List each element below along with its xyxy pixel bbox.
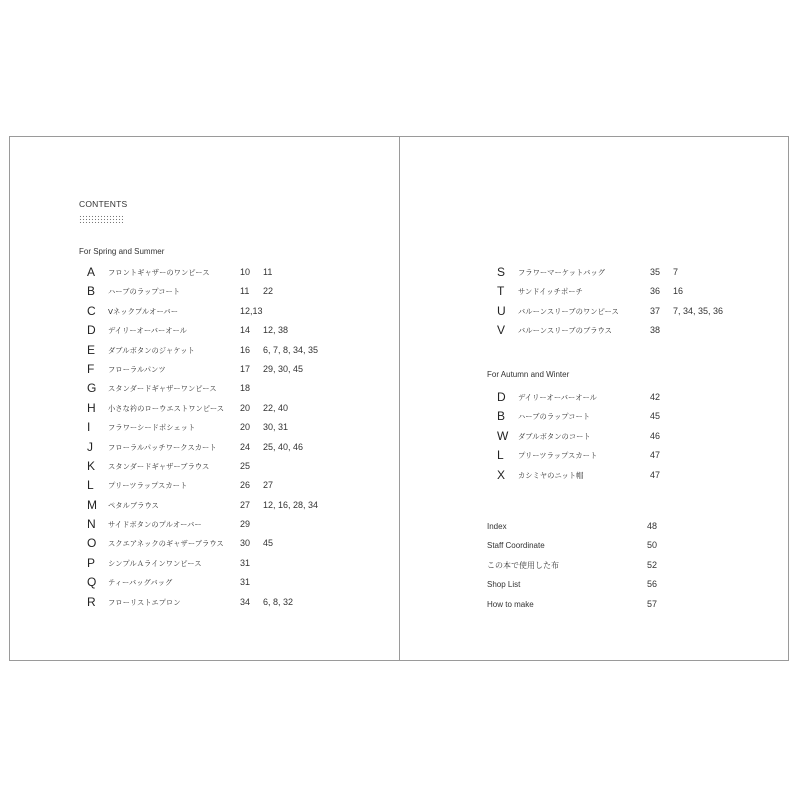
item-name: フラワーシードポシェット (108, 423, 196, 433)
other-item-label: Staff Coordinate (487, 541, 545, 551)
item-letter: F (87, 361, 95, 376)
other-item-page: 56 (647, 579, 658, 590)
item-page: 46 (650, 430, 661, 441)
item-name: ハーブのラップコート (108, 287, 181, 297)
item-letter: V (497, 323, 506, 338)
item-letter: R (87, 594, 96, 609)
item-name: フロントギャザーのワンピース (108, 268, 210, 277)
section-heading-spring-summer: For Spring and Summer (79, 247, 165, 256)
item-page: 10 (240, 267, 251, 277)
section-heading-autumn-winter: For Autumn and Winter (487, 370, 570, 379)
item-page: 26 (240, 480, 251, 491)
item-name: スクエアネックのギャザーブラウス (108, 539, 224, 549)
item-page: 25 (240, 460, 251, 471)
item-letter: G (87, 381, 97, 396)
item-name: プリーツラップスカート (518, 451, 598, 461)
item-name: サイドボタンのプルオーバー (108, 520, 202, 530)
other-item-label: How to make (487, 599, 534, 609)
item-letter: D (87, 323, 96, 338)
item-letter: E (87, 342, 96, 357)
other-item-page: 48 (647, 521, 658, 531)
item-name: フローラルパンツ (108, 364, 166, 374)
title-dotted-underline (79, 215, 123, 223)
item-refs: 30, 31 (263, 422, 289, 433)
item-name: デイリーオーバーオール (108, 326, 187, 336)
item-page: 18 (240, 383, 251, 394)
item-page: 12,13 (240, 305, 263, 316)
item-page: 14 (240, 325, 251, 336)
item-letter: W (497, 428, 509, 443)
item-page: 38 (650, 325, 661, 336)
item-letter: X (497, 467, 506, 482)
item-page: 47 (650, 469, 661, 480)
contents-title: CONTENTS (79, 199, 128, 209)
item-page: 11 (240, 286, 250, 297)
other-item-label: この本で使用した布 (487, 560, 559, 570)
item-letter: H (87, 400, 96, 415)
item-name: Vネックプルオーバー (108, 306, 179, 316)
item-name: バルーンスリーブのブラウス (518, 326, 612, 336)
item-name: バルーンスリーブのワンピース (518, 306, 619, 316)
item-refs: 6, 8, 32 (263, 596, 294, 607)
item-letter: K (87, 458, 96, 473)
other-item-label: Shop List (487, 580, 521, 590)
item-letter: M (87, 497, 97, 512)
item-letter: D (497, 390, 506, 404)
item-refs: 25, 40, 46 (263, 441, 304, 452)
item-page: 16 (240, 344, 251, 355)
item-letter: A (87, 265, 96, 279)
item-page: 17 (240, 363, 251, 374)
item-letter: T (497, 284, 505, 299)
item-refs: 6, 7, 8, 34, 35 (263, 344, 319, 355)
other-item-page: 57 (647, 598, 658, 609)
item-page: 42 (650, 392, 661, 402)
item-name: ダブルボタンのコート (518, 431, 591, 441)
item-refs: 7, 34, 35, 36 (673, 305, 724, 316)
item-page: 47 (650, 450, 661, 461)
item-name: ペタルブラウス (108, 500, 159, 510)
item-refs: 45 (263, 538, 274, 549)
item-refs: 22, 40 (263, 402, 289, 413)
item-letter: L (497, 448, 504, 463)
item-name: カシミヤのニット帽 (518, 470, 584, 480)
item-name: スタンダードギャザーブラウス (108, 461, 210, 471)
item-name: 小さな衿のローウエストワンピース (108, 403, 225, 413)
item-refs: 12, 16, 28, 34 (263, 499, 319, 510)
item-page: 35 (650, 267, 661, 277)
item-name: シンプルＡラインワンピース (108, 558, 202, 568)
item-page: 20 (240, 402, 251, 413)
item-page: 34 (240, 596, 251, 607)
item-page: 20 (240, 422, 251, 433)
item-name: デイリーオーバーオール (518, 393, 597, 402)
item-letter: U (497, 303, 506, 318)
item-letter: N (87, 517, 96, 532)
item-refs: 11 (263, 267, 273, 277)
item-letter: J (87, 439, 93, 454)
other-item-label: Index (487, 522, 507, 531)
item-name: フローリストエプロン (108, 597, 181, 607)
page-fold (399, 136, 400, 661)
item-letter: L (87, 478, 94, 493)
item-page: 24 (240, 441, 251, 452)
item-page: 29 (240, 519, 251, 530)
item-name: フラワーマーケットバッグ (518, 268, 606, 277)
item-page: 36 (650, 286, 661, 297)
other-item-page: 52 (647, 559, 658, 570)
item-page: 31 (240, 557, 251, 568)
item-name: プリーツラップスカート (108, 481, 188, 491)
item-page: 30 (240, 538, 251, 549)
item-refs: 22 (263, 286, 274, 297)
item-refs: 29, 30, 45 (263, 363, 304, 374)
item-page: 45 (650, 411, 661, 422)
item-letter: S (497, 265, 506, 279)
item-refs: 12, 38 (263, 325, 289, 336)
item-letter: B (497, 409, 506, 424)
item-refs: 7 (673, 267, 679, 277)
item-refs: 27 (263, 480, 274, 491)
item-refs: 16 (673, 286, 684, 297)
item-page: 37 (650, 305, 661, 316)
item-name: スタンダードギャザーワンピース (108, 384, 217, 394)
item-name: フローラルパッチワークスカート (108, 442, 217, 452)
item-letter: C (87, 303, 96, 318)
item-letter: O (87, 536, 97, 551)
item-letter: I (87, 420, 91, 435)
item-page: 27 (240, 499, 251, 510)
other-item-page: 50 (647, 540, 658, 551)
item-name: サンドイッチポーチ (518, 287, 583, 297)
item-letter: B (87, 284, 96, 299)
item-name: ハーブのラップコート (518, 412, 591, 422)
item-name: ダブルボタンのジャケット (108, 345, 195, 355)
item-letter: P (87, 555, 96, 570)
item-page: 31 (240, 577, 251, 588)
item-name: ティーバッグバッグ (108, 578, 173, 588)
item-letter: Q (87, 575, 97, 590)
